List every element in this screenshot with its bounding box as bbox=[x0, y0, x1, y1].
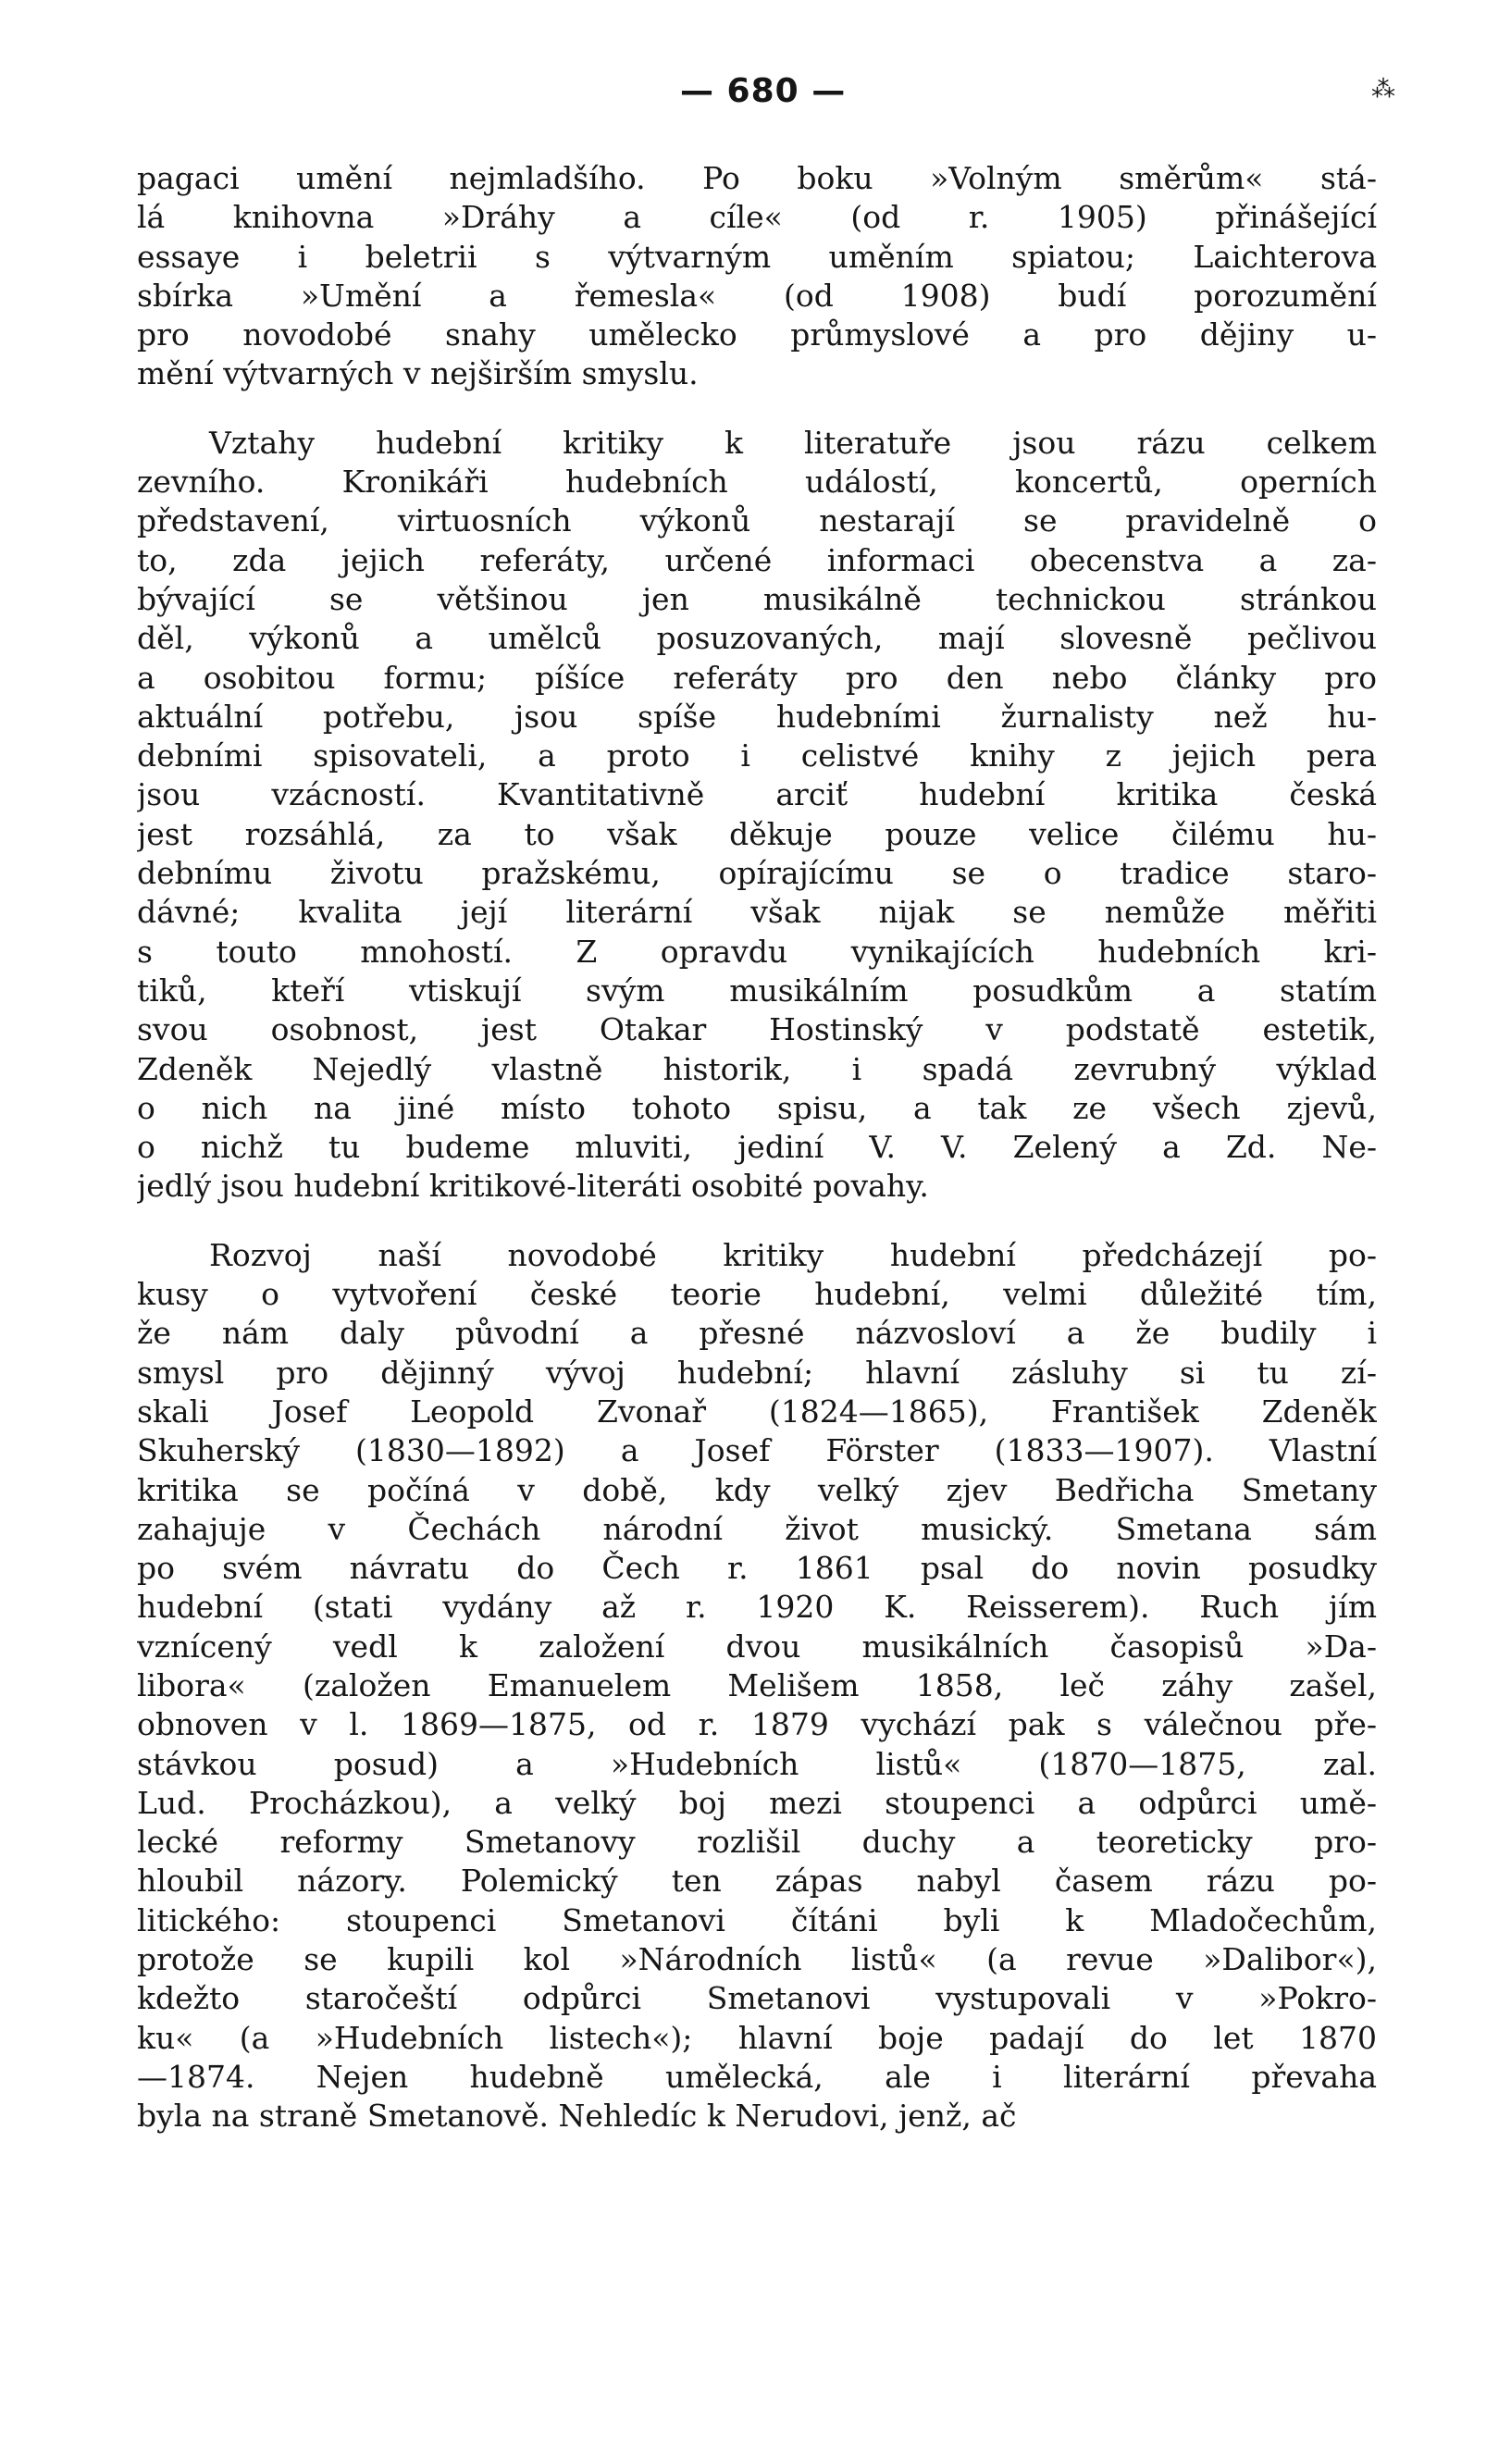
text-line: o nich na jiné místo tohoto spisu, a tak ze všech zjevů, bbox=[137, 1089, 1377, 1126]
text-line: a osobitou formu; píšíce referáty pro den nebo články pro bbox=[137, 659, 1377, 696]
text-line: vznícený vedl k založení dvou musikálních časopisů »Da- bbox=[137, 1628, 1377, 1665]
text-line: to, zda jejich referáty, určené informaci obecenstva a za- bbox=[137, 541, 1377, 578]
text-line: svou osobnost, jest Otakar Hostinský v podstatě estetik, bbox=[137, 1011, 1377, 1048]
text-line: mění výtvarných v nejširším smyslu. bbox=[137, 355, 699, 392]
page-number: — 680 — bbox=[680, 72, 847, 110]
text-line: kdežto staročeští odpůrci Smetanovi vystupovali v »Pokro- bbox=[137, 1980, 1377, 2017]
paragraph bbox=[137, 424, 1377, 1207]
text-line: Skuherský (1830—1892) a Josef Förster (1833—1907). Vlastní bbox=[137, 1432, 1377, 1469]
text-line: pro novodobé snahy umělecko průmyslové a pro dějiny u- bbox=[137, 316, 1377, 353]
paragraph bbox=[137, 159, 1377, 394]
text-line: kritika se počíná v době, kdy velký zjev Bedřicha Smetany bbox=[137, 1471, 1377, 1508]
text-line: Rozvoj naší novodobé kritiky hudební předcházejí po- bbox=[209, 1236, 1377, 1273]
text-line: hudební (stati vydány až r. 1920 K. Reisserem). Ruch jím bbox=[137, 1589, 1377, 1626]
text-line: smysl pro dějinný vývoj hudební; hlavní zásluhy si tu zí- bbox=[137, 1354, 1377, 1391]
text-line: debnímu životu pražskému, opírajícímu se o tradice staro- bbox=[137, 855, 1377, 892]
paragraph bbox=[137, 1236, 1377, 2136]
corner-mark: ⁂ bbox=[1371, 76, 1395, 104]
text-line: Lud. Procházkou), a velký boj mezi stoupenci a odpůrci umě- bbox=[137, 1784, 1377, 1821]
text-line: litického: stoupenci Smetanovi čítáni byli k Mladočechům, bbox=[137, 1901, 1377, 1938]
text-line: libora« (založen Emanuelem Melišem 1858, leč záhy zašel, bbox=[137, 1666, 1377, 1703]
text-line: s touto mnohostí. Z opravdu vynikajících hudebních kri- bbox=[137, 933, 1377, 970]
text-line: lecké reformy Smetanovy rozlišil duchy a teoreticky pro- bbox=[137, 1824, 1377, 1861]
text-line: jsou vzácností. Kvantitativně arciť hudební kritika česká bbox=[137, 776, 1377, 813]
text-line: skali Josef Leopold Zvonař (1824—1865), František Zdeněk bbox=[137, 1393, 1377, 1430]
text-line: Zdeněk Nejedlý vlastně historik, i spadá zevrubný výklad bbox=[137, 1050, 1377, 1087]
text-line: zevního. Kronikáři hudebních událostí, koncertů, operních bbox=[137, 464, 1377, 501]
text-line: essaye i beletrii s výtvarným uměním spiatou; Laichterova bbox=[137, 238, 1377, 275]
text-line: protože se kupili kol »Národních listů« (a revue »Dalibor«), bbox=[137, 1941, 1377, 1978]
text-line: Vztahy hudební kritiky k literatuře jsou rázu celkem bbox=[209, 424, 1377, 461]
text-line: sbírka »Umění a řemesla« (od 1908) budí porozumění bbox=[137, 277, 1377, 314]
body-text bbox=[137, 159, 1377, 2136]
text-line: byla na straně Smetanově. Nehledíc k Nerudovi, jenž, ač bbox=[137, 2098, 1017, 2135]
text-line: dávné; kvalita její literární však nijak se nemůže měřiti bbox=[137, 894, 1377, 931]
text-line: stávkou posud) a »Hudebních listů« (1870—1875, zal. bbox=[137, 1745, 1377, 1782]
text-line: že nám daly původní a přesné názvosloví a že budily i bbox=[137, 1315, 1377, 1352]
text-line: obnoven v l. 1869—1875, od r. 1879 vychází pak s válečnou pře- bbox=[137, 1706, 1377, 1743]
text-line: bývající se většinou jen musikálně technickou stránkou bbox=[137, 580, 1377, 617]
paragraph-gap bbox=[137, 1207, 1377, 1236]
text-line: po svém návratu do Čech r. 1861 psal do novin posudky bbox=[137, 1550, 1377, 1587]
text-line: pagaci umění nejmladšího. Po boku »Volným směrům« stá- bbox=[137, 160, 1377, 196]
text-line: kusy o vytvoření české teorie hudební, velmi důležité tím, bbox=[137, 1276, 1377, 1313]
paragraph-gap bbox=[137, 394, 1377, 424]
text-line: zahajuje v Čechách národní život musický. Smetana sám bbox=[137, 1510, 1377, 1547]
text-line: jedlý jsou hudební kritikové-literáti osobité povahy. bbox=[137, 1168, 929, 1205]
text-line: aktuální potřebu, jsou spíše hudebními žurnalisty než hu- bbox=[137, 698, 1377, 735]
text-line: představení, virtuosních výkonů nestarají se pravidelně o bbox=[137, 502, 1377, 539]
text-line: debními spisovateli, a proto i celistvé knihy z jejich pera bbox=[137, 737, 1377, 774]
text-line: ku« (a »Hudebních listech«); hlavní boje padají do let 1870 bbox=[137, 2019, 1377, 2056]
text-line: o nichž tu budeme mluviti, jediní V. V. Zelený a Zd. Ne- bbox=[137, 1129, 1377, 1166]
page-header bbox=[0, 72, 1511, 128]
text-line: hloubil názory. Polemický ten zápas nabyl časem rázu po- bbox=[137, 1863, 1377, 1900]
text-line: tiků, kteří vtiskují svým musikálním posudkům a statím bbox=[137, 972, 1377, 1009]
text-line: —1874. Nejen hudebně umělecká, ale i literární převaha bbox=[137, 2058, 1377, 2095]
text-line: lá knihovna »Dráhy a cíle« (od r. 1905) přinášející bbox=[137, 199, 1377, 236]
text-line: jest rozsáhlá, za to však děkuje pouze velice čilému hu- bbox=[137, 815, 1377, 852]
text-line: děl, výkonů a umělců posuzovaných, mají slovesně pečlivou bbox=[137, 620, 1377, 657]
